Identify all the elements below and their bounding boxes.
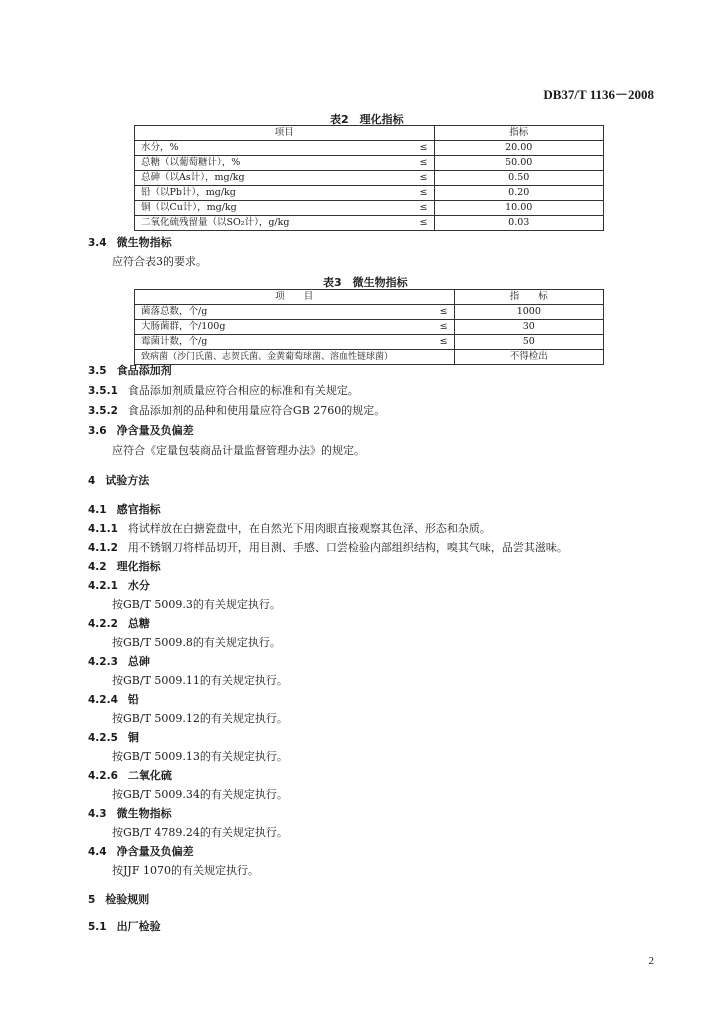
section-line bbox=[88, 617, 150, 631]
table2 bbox=[134, 125, 604, 231]
table3-row-name: 致病菌（沙门氏菌、志贺氏菌、金黄葡萄球菌、溶血性链球菌） bbox=[135, 350, 455, 365]
table2-row-value: 0.20 bbox=[434, 186, 604, 201]
section-text bbox=[112, 750, 288, 764]
section-line bbox=[88, 503, 161, 517]
table3-row-value: 30 bbox=[454, 320, 603, 335]
section-body-text: 按GB/T 5009.12的有关规定执行。 bbox=[112, 712, 288, 725]
document-code: DB37/T 1136－2008 bbox=[543, 87, 654, 102]
section-line bbox=[88, 655, 150, 669]
table-row bbox=[135, 216, 604, 231]
section-number: 4.2.2 bbox=[88, 618, 118, 630]
section-title: 检验规则 bbox=[105, 893, 150, 906]
table2-caption: 表2 理化指标 bbox=[330, 113, 404, 126]
section-text bbox=[112, 712, 288, 726]
section-title: 出厂检验 bbox=[116, 920, 161, 933]
section-number: 4.1.2 bbox=[88, 542, 118, 554]
section-number: 4.2.3 bbox=[88, 656, 118, 668]
section-line bbox=[88, 693, 139, 707]
section-body-text: 食品添加剂的品种和使用量应符合GB 2760的规定。 bbox=[127, 404, 386, 417]
section-number: 4.2.4 bbox=[88, 694, 118, 706]
table3-row-name: 霉菌计数，个/g bbox=[135, 335, 425, 350]
section-number: 3.6 bbox=[88, 425, 107, 437]
section-number: 4.2.6 bbox=[88, 770, 118, 782]
section-body-text: 按GB/T 5009.13的有关规定执行。 bbox=[112, 750, 288, 763]
table2-row-name: 总糖（以葡萄糖计），% bbox=[135, 156, 405, 171]
table2-row-symbol: ≤ bbox=[404, 216, 434, 231]
page-number: 2 bbox=[648, 955, 654, 967]
section-line bbox=[88, 845, 194, 859]
table3-row-value: 50 bbox=[454, 335, 603, 350]
table2-col-item: 项目 bbox=[135, 126, 435, 141]
section-body-text: 应符合《定量包装商品计量监督管理办法》的规定。 bbox=[112, 444, 365, 457]
section-body-text: 用不锈钢刀将样品切开，用目测、手感、口尝检验内部组织结构，嗅其气味，品尝其滋味。 bbox=[127, 541, 568, 554]
section-line bbox=[88, 920, 161, 934]
section-text: 应符合表3的要求。 bbox=[112, 255, 207, 268]
section-line bbox=[88, 384, 359, 398]
section-text bbox=[112, 788, 288, 802]
table3-header-row bbox=[135, 290, 604, 305]
table-row bbox=[135, 320, 604, 335]
section-body-text: 食品添加剂质量应符合相应的标准和有关规定。 bbox=[127, 384, 359, 397]
table2-row-symbol: ≤ bbox=[404, 201, 434, 216]
section-line bbox=[88, 474, 149, 488]
table2-row-symbol: ≤ bbox=[404, 186, 434, 201]
section-title: 理化指标 bbox=[116, 560, 161, 573]
section-title: 水分 bbox=[127, 579, 150, 592]
section-body-text: 按GB/T 5009.11的有关规定执行。 bbox=[112, 674, 288, 687]
section-line bbox=[88, 579, 150, 593]
table-row bbox=[135, 335, 604, 350]
table2-col-value: 指标 bbox=[434, 126, 604, 141]
section-number: 4.3 bbox=[88, 808, 107, 820]
section-number: 4.4 bbox=[88, 846, 107, 858]
section-line bbox=[88, 522, 491, 536]
table-row bbox=[135, 186, 604, 201]
section-title: 试验方法 bbox=[105, 474, 150, 487]
section-number: 4.1 bbox=[88, 504, 107, 516]
table3 bbox=[134, 289, 604, 365]
table2-row-value: 10.00 bbox=[434, 201, 604, 216]
table-row bbox=[135, 305, 604, 320]
table-row bbox=[135, 156, 604, 171]
table3-col-value: 指 标 bbox=[454, 290, 603, 305]
section-heading bbox=[88, 236, 172, 250]
table2-row-name: 总砷（以As计），mg/kg bbox=[135, 171, 405, 186]
section-body-text: 按GB/T 5009.8的有关规定执行。 bbox=[112, 636, 281, 649]
table3-row-name: 大肠菌群，个/100g bbox=[135, 320, 425, 335]
table3-col-item: 项 目 bbox=[135, 290, 455, 305]
section-line bbox=[88, 807, 172, 821]
section-number: 3.5.1 bbox=[88, 385, 118, 397]
section-number: 5 bbox=[88, 894, 96, 906]
table2-row-value: 20.00 bbox=[434, 141, 604, 156]
section-number: 3.4 bbox=[88, 237, 107, 249]
section-body-text: 按GB/T 5009.3的有关规定执行。 bbox=[112, 598, 281, 611]
table-row bbox=[135, 141, 604, 156]
section-text bbox=[112, 864, 259, 878]
table3-row-symbol: ≤ bbox=[424, 335, 454, 350]
table3-row-symbol: ≤ bbox=[424, 305, 454, 320]
table-row bbox=[135, 171, 604, 186]
section-number: 4 bbox=[88, 475, 96, 487]
section-line bbox=[88, 560, 161, 574]
section-number: 3.5 bbox=[88, 365, 107, 377]
section-text bbox=[112, 444, 365, 458]
section-body-text: 按GB/T 4789.24的有关规定执行。 bbox=[112, 826, 288, 839]
section-body-text: 按JJF 1070的有关规定执行。 bbox=[112, 864, 259, 877]
table3-row-value: 不得检出 bbox=[454, 350, 603, 365]
section-body-text: 将试样放在白搪瓷盘中，在自然光下用肉眼直接观察其色泽、形态和杂质。 bbox=[127, 522, 491, 535]
table3-caption: 表3 微生物指标 bbox=[323, 276, 408, 289]
section-number: 3.5.2 bbox=[88, 405, 118, 417]
section-text bbox=[112, 598, 281, 612]
table2-row-symbol: ≤ bbox=[404, 141, 434, 156]
section-title: 总砷 bbox=[127, 655, 150, 668]
section-line bbox=[88, 404, 385, 418]
section-line bbox=[88, 893, 149, 907]
section-title: 感官指标 bbox=[116, 503, 161, 516]
table2-row-symbol: ≤ bbox=[404, 171, 434, 186]
table2-row-value: 0.50 bbox=[434, 171, 604, 186]
section-text bbox=[112, 674, 288, 688]
table2-row-name: 二氧化硫残留量（以SO₂计），g/kg bbox=[135, 216, 405, 231]
section-title: 总糖 bbox=[127, 617, 150, 630]
section-number: 4.1.1 bbox=[88, 523, 118, 535]
table2-row-name: 水分，% bbox=[135, 141, 405, 156]
table2-header-row bbox=[135, 126, 604, 141]
section-number: 4.2 bbox=[88, 561, 107, 573]
section-number: 5.1 bbox=[88, 921, 107, 933]
section-line bbox=[88, 541, 568, 555]
section-title: 食品添加剂 bbox=[116, 364, 172, 377]
section-line bbox=[88, 769, 172, 783]
table2-row-value: 50.00 bbox=[434, 156, 604, 171]
section-title: 二氧化硫 bbox=[127, 769, 172, 782]
table2-row-name: 铅（以Pb计），mg/kg bbox=[135, 186, 405, 201]
section-title: 铅 bbox=[127, 693, 139, 706]
section-line bbox=[88, 424, 194, 438]
table-row bbox=[135, 201, 604, 216]
table3-row-value: 1000 bbox=[454, 305, 603, 320]
section-number: 4.2.1 bbox=[88, 580, 118, 592]
table-row bbox=[135, 350, 604, 365]
table2-row-name: 铜（以Cu计），mg/kg bbox=[135, 201, 405, 216]
section-title: 微生物指标 bbox=[116, 236, 172, 249]
section-text bbox=[112, 636, 281, 650]
section-body-text: 按GB/T 5009.34的有关规定执行。 bbox=[112, 788, 288, 801]
section-text bbox=[112, 826, 288, 840]
section-line bbox=[88, 364, 172, 378]
section-number: 4.2.5 bbox=[88, 732, 118, 744]
table3-row-symbol: ≤ bbox=[424, 320, 454, 335]
table2-row-value: 0.03 bbox=[434, 216, 604, 231]
section-title: 微生物指标 bbox=[116, 807, 172, 820]
section-line bbox=[88, 731, 139, 745]
section-title: 净含量及负偏差 bbox=[116, 845, 194, 858]
section-title: 铜 bbox=[127, 731, 139, 744]
section-title: 净含量及负偏差 bbox=[116, 424, 194, 437]
table3-row-name: 菌落总数，个/g bbox=[135, 305, 425, 320]
table2-row-symbol: ≤ bbox=[404, 156, 434, 171]
